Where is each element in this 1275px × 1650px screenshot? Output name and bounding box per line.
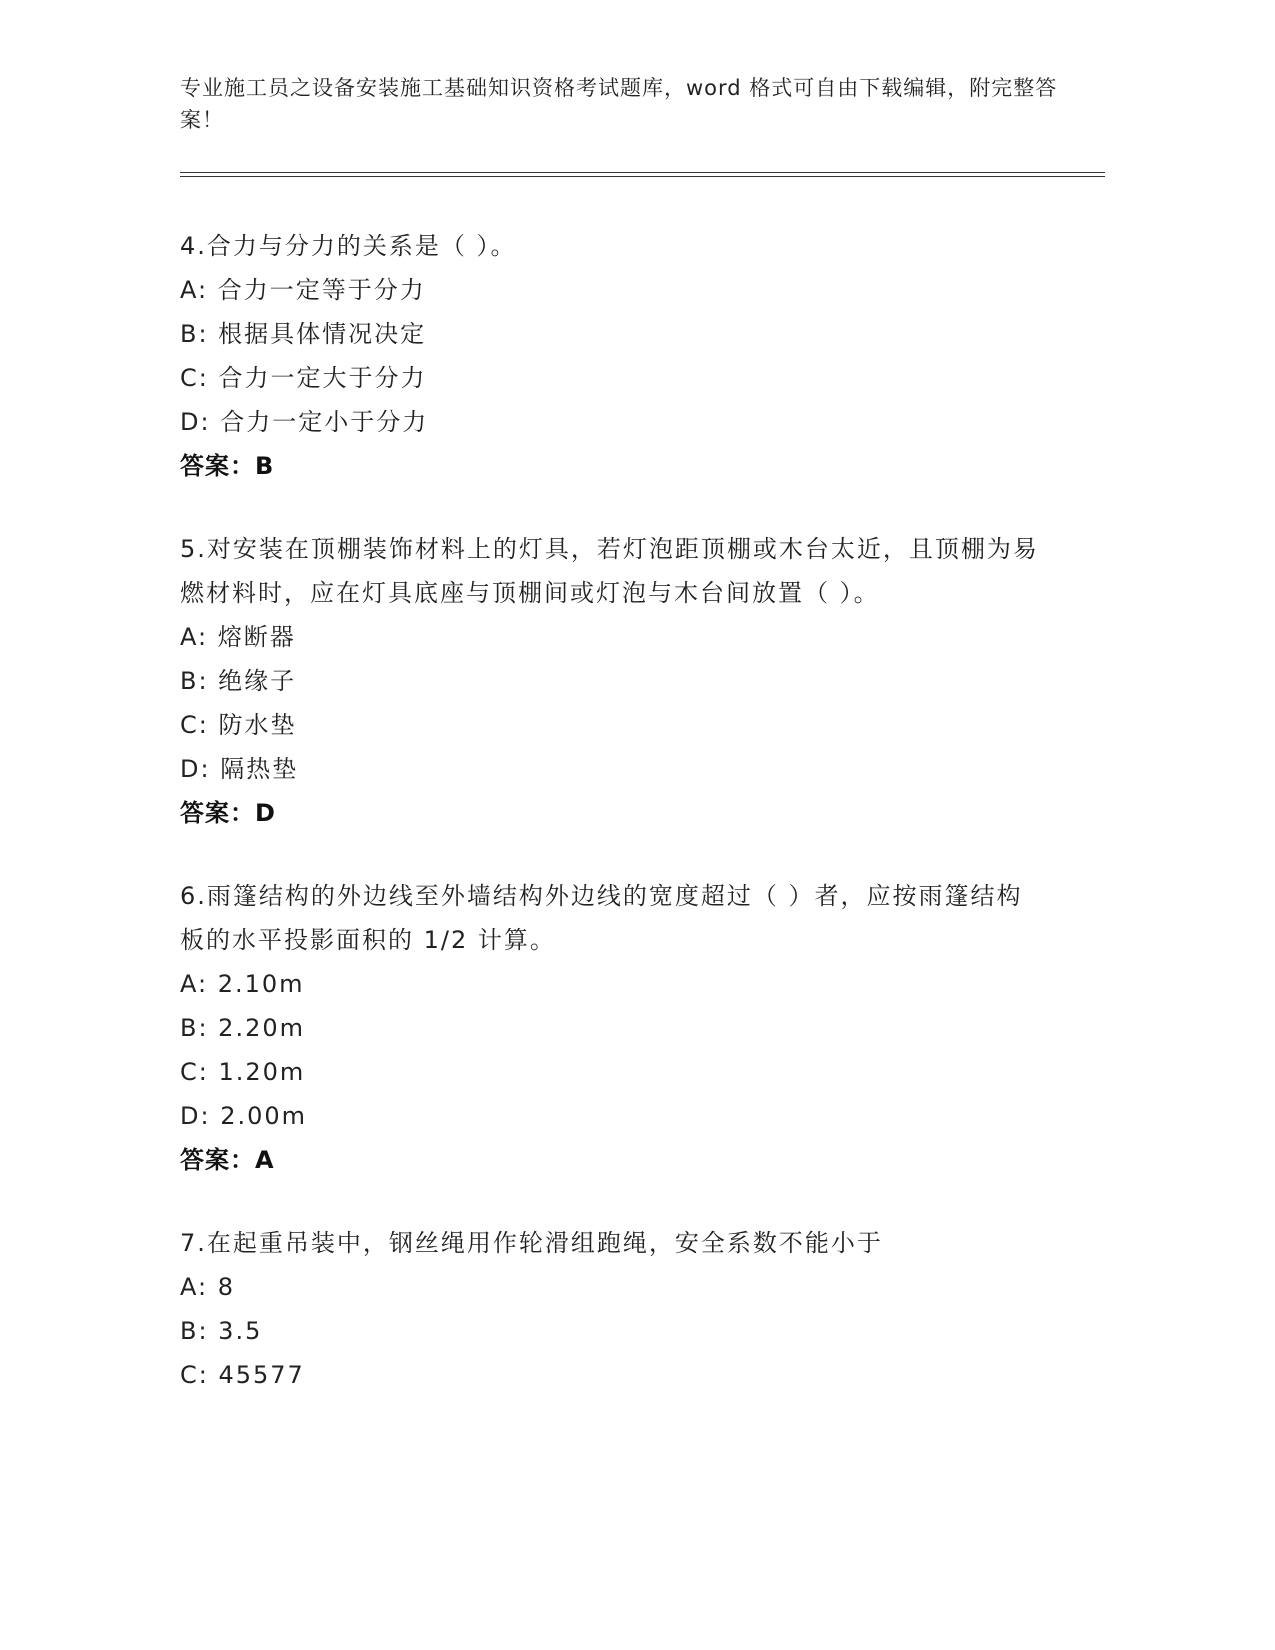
question-stem: 4.合力与分力的关系是（ ）。 xyxy=(180,232,517,260)
question-5 xyxy=(180,527,1040,835)
option-c: C: 45577 xyxy=(180,1361,305,1389)
answer: 答案：A xyxy=(180,1146,275,1174)
option-d: D: 2.00m xyxy=(180,1102,308,1130)
option-a: A: 合力一定等于分力 xyxy=(180,276,426,304)
question-stem: 5.对安装在顶棚装饰材料上的灯具，若灯泡距顶棚或木台太近，且顶棚为易燃材料时，应在灯具底座与顶棚间或灯泡与木台间放置（ ）。 xyxy=(180,535,1039,607)
option-d: D: 合力一定小于分力 xyxy=(180,408,429,436)
option-b: B: 2.20m xyxy=(180,1014,305,1042)
document-header: 专业施工员之设备安装施工基础知识资格考试题库，word 格式可自由下载编辑，附完整答案！ xyxy=(180,76,1058,132)
option-c: C: 防水垫 xyxy=(180,711,297,739)
option-a: A: 熔断器 xyxy=(180,623,296,651)
option-b: B: 绝缘子 xyxy=(180,667,297,695)
answer: 答案：B xyxy=(180,452,275,480)
question-list xyxy=(180,224,1040,1436)
option-b: B: 根据具体情况决定 xyxy=(180,320,427,348)
question-6 xyxy=(180,874,1040,1182)
option-c: C: 合力一定大于分力 xyxy=(180,364,427,392)
header-divider xyxy=(180,172,1105,177)
question-7 xyxy=(180,1221,1040,1397)
option-b: B: 3.5 xyxy=(180,1317,263,1345)
answer: 答案：D xyxy=(180,799,276,827)
question-4 xyxy=(180,224,1040,488)
question-stem: 6.雨篷结构的外边线至外墙结构外边线的宽度超过（ ）者，应按雨篷结构板的水平投影面积的 1/2 计算。 xyxy=(180,882,1023,954)
option-c: C: 1.20m xyxy=(180,1058,306,1086)
question-stem: 7.在起重吊装中，钢丝绳用作轮滑组跑绳，安全系数不能小于 xyxy=(180,1229,883,1257)
option-d: D: 隔热垫 xyxy=(180,755,299,783)
option-a: A: 2.10m xyxy=(180,970,305,998)
option-a: A: 8 xyxy=(180,1273,235,1301)
